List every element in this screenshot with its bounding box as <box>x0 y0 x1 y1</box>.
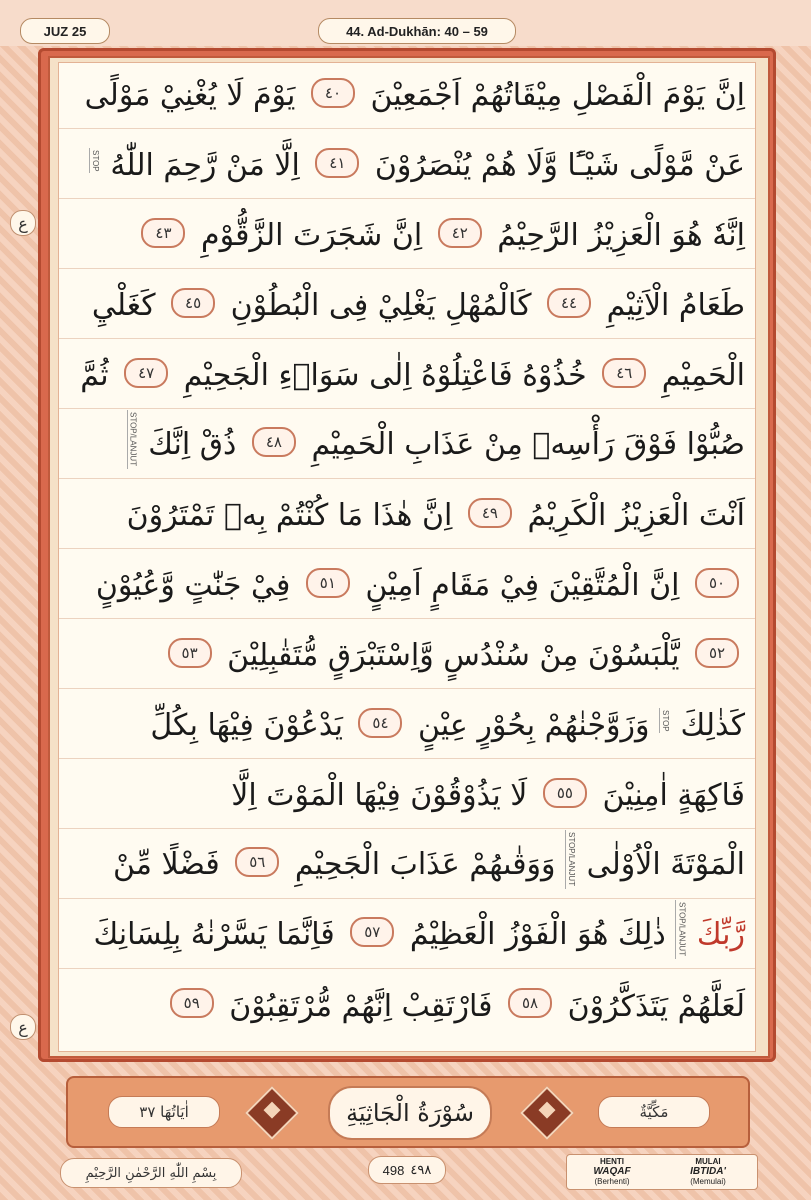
verse-text: ثُمَّ <box>80 358 109 393</box>
ayah-marker: ٥٨ <box>508 988 552 1018</box>
ornament-icon <box>245 1086 299 1140</box>
verse-text: يَدْعُوْنَ فِيْهَا بِكُلِّ <box>150 708 343 743</box>
text-line-5 <box>59 343 755 409</box>
ayah-marker: ٤١ <box>315 148 359 178</box>
verse-text: كَذٰلِكَ <box>680 708 745 743</box>
ayah-marker: ٤٣ <box>141 218 185 248</box>
verse-text: وَزَوَّجْنٰهُمْ بِحُوْرٍ عِيْنٍ <box>418 708 650 743</box>
text-line-6 <box>59 413 755 479</box>
ruku-mark-top: ع <box>10 210 36 236</box>
verse-text: كَغَلْيِ <box>91 288 156 323</box>
verse-text: عَنْ مَّوْلًى شَيْـًٔا وَّلَا هُمْ يُنْصَرُوْنَ <box>374 148 745 183</box>
ayah-marker: ٤٧ <box>124 358 168 388</box>
ayah-marker: ٤٨ <box>252 427 296 457</box>
ayah-marker: ٤٩ <box>468 498 512 528</box>
ayah-marker: ٤٠ <box>311 78 355 108</box>
verse-text: رَّبِّكَ <box>696 917 745 952</box>
legend-henti-value: WAQAF <box>593 1166 631 1177</box>
ayah-marker: ٥٦ <box>235 847 279 877</box>
verse-text: الْمَوْتَةَ الْاُوْلٰى <box>586 847 745 882</box>
verse-text: اِنَّهٗ هُوَ الْعَزِيْزُ الرَّحِيْمُ <box>497 218 745 253</box>
verse-text: اِنَّ الْمُتَّقِيْنَ فِيْ مَقَامٍ اَمِيْنٍ <box>365 568 680 603</box>
text-line-9 <box>59 623 755 689</box>
verse-text: وَوَقٰىهُمْ عَذَابَ الْجَحِيْمِ <box>294 847 556 882</box>
legend-mulai-sub: (Memulai) <box>690 1177 726 1186</box>
page-number-arabic: ٤٩٨ <box>410 1162 432 1177</box>
surah-name-title: سُوْرَةُ الْجَاثِيَةِ <box>328 1086 492 1140</box>
ornament-icon <box>520 1086 574 1140</box>
ayah-marker: ٤٢ <box>438 218 482 248</box>
ayah-marker: ٥٥ <box>543 778 587 808</box>
verse-text: فِيْ جَنّٰتٍ وَّعُيُوْنٍ <box>95 568 291 603</box>
ayah-marker: ٥٧ <box>350 917 394 947</box>
page-number <box>368 1156 446 1184</box>
verse-text: فَضْلًا مِّنْ <box>113 847 220 882</box>
verse-text: اِنَّ يَوْمَ الْفَصْلِ مِيْقَاتُهُمْ اَجْمَعِيْنَ <box>370 78 745 113</box>
verse-text: طَعَامُ الْاَثِيْمِ <box>606 288 745 323</box>
ayah-marker: ٤٤ <box>547 288 591 318</box>
quran-text-area <box>58 62 756 1052</box>
verse-text: لَعَلَّهُمْ يَتَذَكَّرُوْنَ <box>567 988 745 1024</box>
surah-header-banner <box>66 1076 750 1148</box>
verse-text: الْحَمِيْمِ <box>661 358 745 393</box>
ayah-marker: ٤٥ <box>171 288 215 318</box>
text-line-12 <box>59 833 755 899</box>
stop-tag: STOP <box>661 709 670 732</box>
ayah-marker: ٥٢ <box>695 638 739 668</box>
verse-text: اِنَّ هٰذَا مَا كُنْتُمْ بِهٖ تَمْتَرُوْنَ <box>126 498 453 533</box>
page-number-latin: 498 <box>382 1162 405 1178</box>
verse-text: اِلَّا مَنْ رَّحِمَ اللّٰهُ <box>110 148 300 183</box>
text-line-3 <box>59 203 755 269</box>
text-line-14 <box>59 973 755 1039</box>
basmalah-label: بِسْمِ اللّٰهِ الرَّحْمٰنِ الرَّحِيْمِ <box>60 1158 242 1188</box>
text-line-4 <box>59 273 755 339</box>
legend-mulai-value: IBTIDA' <box>690 1166 726 1177</box>
verse-text: كَالْمُهْلِ يَغْلِيْ فِى الْبُطُوْنِ <box>230 288 532 323</box>
text-line-11 <box>59 763 755 829</box>
verse-text: فَاكِهَةٍ اٰمِنِيْنَ <box>602 778 745 813</box>
legend-henti-sub: (Berhenti) <box>594 1177 630 1186</box>
text-line-8 <box>59 553 755 619</box>
legend-henti-key: HENTI <box>600 1157 624 1166</box>
verse-text: يَوْمَ لَا يُغْنِيْ مَوْلًى <box>84 78 296 113</box>
verse-text: اَنْتَ الْعَزِيْزُ الْكَرِيْمُ <box>527 498 745 533</box>
ayah-marker: ٥٤ <box>358 708 402 738</box>
ruku-mark-bottom: ع <box>10 1014 36 1040</box>
ayat-count-label: اٰيَاتُهَا ٣٧ <box>108 1096 220 1128</box>
text-line-7 <box>59 483 755 549</box>
verse-text: لَا يَذُوْقُوْنَ فِيْهَا الْمَوْتَ اِلَّا <box>231 778 528 813</box>
verse-text: خُذُوْهُ فَاعْتِلُوْهُ اِلٰى سَوَاۤءِ الْجَحِيْمِ <box>183 358 587 393</box>
waqaf-legend <box>566 1154 758 1190</box>
stop-lanjut-tag: STOP/LANJUT <box>677 902 687 957</box>
ayah-marker: ٤٦ <box>602 358 646 388</box>
verse-text: يَّلْبَسُوْنَ مِنْ سُنْدُسٍ وَّاِسْتَبْرَقٍ مُّتَقٰبِلِيْنَ <box>227 638 680 673</box>
text-line-2 <box>59 133 755 199</box>
stop-tag: STOP <box>90 149 100 172</box>
ayah-marker: ٥١ <box>306 568 350 598</box>
text-line-10 <box>59 693 755 759</box>
ayah-marker: ٥٠ <box>695 568 739 598</box>
surah-range-label: 44. Ad-Dukhān: 40 – 59 <box>318 18 516 44</box>
verse-text: ذُقْ اِنَّكَ <box>148 427 237 462</box>
verse-text: فَاِنَّمَا يَسَّرْنٰهُ بِلِسَانِكَ <box>93 917 335 952</box>
verse-text: اِنَّ شَجَرَتَ الزَّقُّوْمِ <box>201 218 423 253</box>
ayah-marker: ٥٩ <box>170 988 214 1018</box>
verse-text: فَارْتَقِبْ اِنَّهُمْ مُّرْتَقِبُوْنَ <box>229 988 493 1024</box>
stop-lanjut-tag: STOP/LANJUT <box>128 412 138 467</box>
text-line-13 <box>59 903 755 969</box>
verse-text: ذٰلِكَ هُوَ الْفَوْزُ الْعَظِيْمُ <box>409 917 666 952</box>
ayah-marker: ٥٣ <box>168 638 212 668</box>
juz-label: JUZ 25 <box>20 18 110 44</box>
revelation-place-label: مَكِّيَّةٌ <box>598 1096 710 1128</box>
verse-text: صُبُّوْا فَوْقَ رَأْسِهٖ مِنْ عَذَابِ الْحَمِيْمِ <box>311 427 745 462</box>
text-line-1 <box>59 63 755 129</box>
stop-lanjut-tag: STOP/LANJUT <box>567 832 577 887</box>
legend-mulai-key: MULAI <box>695 1157 721 1166</box>
